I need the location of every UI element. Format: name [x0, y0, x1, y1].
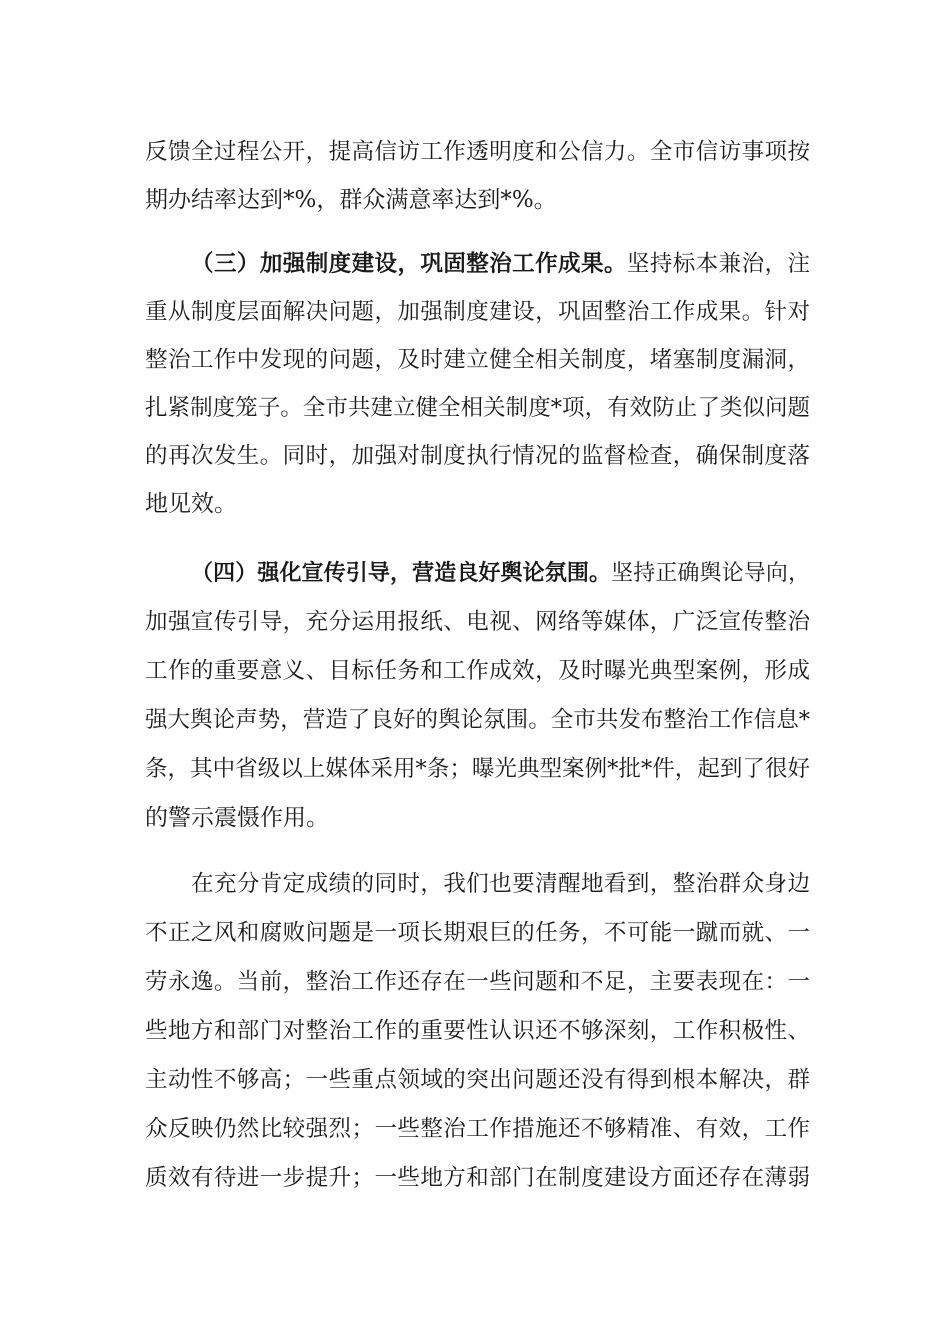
paragraph-3-line-2: 加强宣传引导，充分运用报纸、电视、网络等媒体，广泛宣传整治: [145, 609, 810, 635]
paragraph-4-line-6: 众反映仍然比较强烈；一些整治工作措施还不够精准、有效，工作: [145, 1116, 810, 1142]
paragraph-4-line-4: 些地方和部门对整治工作的重要性认识还不够深刻，工作积极性、: [145, 1018, 810, 1044]
paragraph-2-line-5: 的再次发生。同时，加强对制度执行情况的监督检查，确保制度落: [145, 443, 810, 469]
paragraph-2-line-6: 地见效。: [145, 491, 237, 517]
paragraph-3-line-5: 条，其中省级以上媒体采用*条；曝光典型案例*批*件，起到了很好: [145, 756, 810, 782]
paragraph-3-line-1-text: 坚持正确舆论导向，: [611, 561, 810, 586]
paragraph-4-line-7: 质效有待进一步提升；一些地方和部门在制度建设方面还存在薄弱: [145, 1165, 810, 1191]
paragraph-4-line-2: 不正之风和腐败问题是一项长期艰巨的任务，不可能一蹴而就、一: [145, 920, 810, 946]
paragraph-3-line-3: 工作的重要意义、目标任务和工作成效，及时曝光典型案例，形成: [145, 658, 810, 684]
paragraph-2-line-1: [191, 244, 810, 284]
section-heading-4: （四）强化宣传引导，营造良好舆论氛围。: [191, 560, 612, 586]
paragraph-1-line-1: 反馈全过程公开，提高信访工作透明度和公信力。全市信访事项按: [145, 139, 810, 165]
paragraph-1-line-2: 期办结率达到*%，群众满意率达到*%。: [145, 187, 557, 213]
paragraph-4-line-1: 在充分肯定成绩的同时，我们也要清醒地看到，整治群众身边: [191, 871, 810, 897]
paragraph-2-line-2: 重从制度层面解决问题，加强制度建设，巩固整治工作成果。针对: [145, 299, 810, 325]
paragraph-4-line-3: 劳永逸。当前，整治工作还存在一些问题和不足，主要表现在：一: [145, 969, 810, 995]
paragraph-2-line-4: 扎紧制度笼子。全市共建立健全相关制度*项，有效防止了类似问题: [145, 395, 810, 421]
paragraph-2-line-1-text: 坚持标本兼治，注: [626, 251, 810, 277]
paragraph-3-line-6: 的警示震慑作用。: [145, 805, 329, 831]
paragraph-3-line-1: [191, 553, 810, 593]
paragraph-4-line-5: 主动性不够高；一些重点领域的突出问题还没有得到根本解决，群: [145, 1067, 810, 1093]
section-heading-3: （三）加强制度建设，巩固整治工作成果。: [191, 251, 627, 277]
paragraph-2-line-3: 整治工作中发现的问题，及时建立健全相关制度，堵塞制度漏洞，: [145, 347, 810, 373]
paragraph-3-line-4: 强大舆论声势，营造了良好的舆论氛围。全市共发布整治工作信息*: [145, 707, 810, 733]
